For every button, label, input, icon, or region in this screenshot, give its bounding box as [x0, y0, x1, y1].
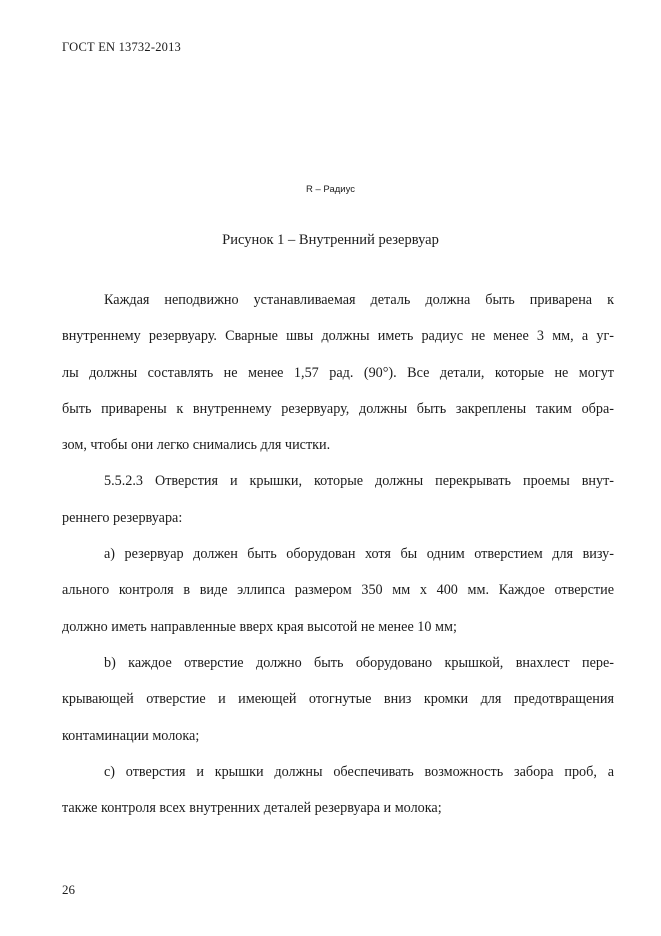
figure-title: Рисунок 1 – Внутренний резервуар: [222, 232, 439, 248]
list-item-line: также контроля всех внутренних деталей резервуара и молока;: [62, 800, 442, 817]
paragraph-line: реннего резервуара:: [62, 509, 183, 526]
list-item-line: контаминации молока;: [62, 727, 200, 744]
body-text: [62, 282, 614, 826]
list-item-line: крывающей отверстие и имеющей отогнутые вниз кромки для предотвращения: [62, 691, 614, 708]
page-number: 26: [62, 882, 75, 897]
list-item-line: должно иметь направленные вверх края высотой не менее 10 мм;: [62, 618, 457, 635]
paragraph-line: внутреннему резервуару. Сварные швы должны иметь радиус не менее 3 мм, а уг-: [62, 328, 614, 345]
paragraph-line: зом, чтобы они легко снимались для чистки.: [62, 437, 331, 454]
paragraph-line: Каждая неподвижно устанавливаемая деталь должна быть приварена к: [104, 292, 614, 308]
list-item-line: b) каждое отверстие должно быть оборудовано крышкой, внахлест пере-: [104, 654, 614, 671]
figure-legend: R – Радиус: [306, 184, 355, 195]
standard-header: ГОСТ EN 13732-2013: [62, 40, 181, 54]
paragraph-line: лы должны составлять не менее 1,57 рад. (90°). Все детали, которые не могут: [62, 364, 614, 381]
paragraph-line: 5.5.2.3 Отверстия и крышки, которые должны перекрывать проемы внут-: [104, 473, 614, 490]
list-item-line: ального контроля в виде эллипса размером 350 мм х 400 мм. Каждое отверстие: [62, 582, 614, 599]
list-item-line: c) отверстия и крышки должны обеспечивать возможность забора проб, а: [104, 763, 614, 780]
paragraph-line: быть приварены к внутреннему резервуару, должны быть закреплены таким обра-: [62, 400, 614, 417]
list-item-line: a) резервуар должен быть оборудован хотя бы одним отверстием для визу-: [104, 546, 614, 563]
